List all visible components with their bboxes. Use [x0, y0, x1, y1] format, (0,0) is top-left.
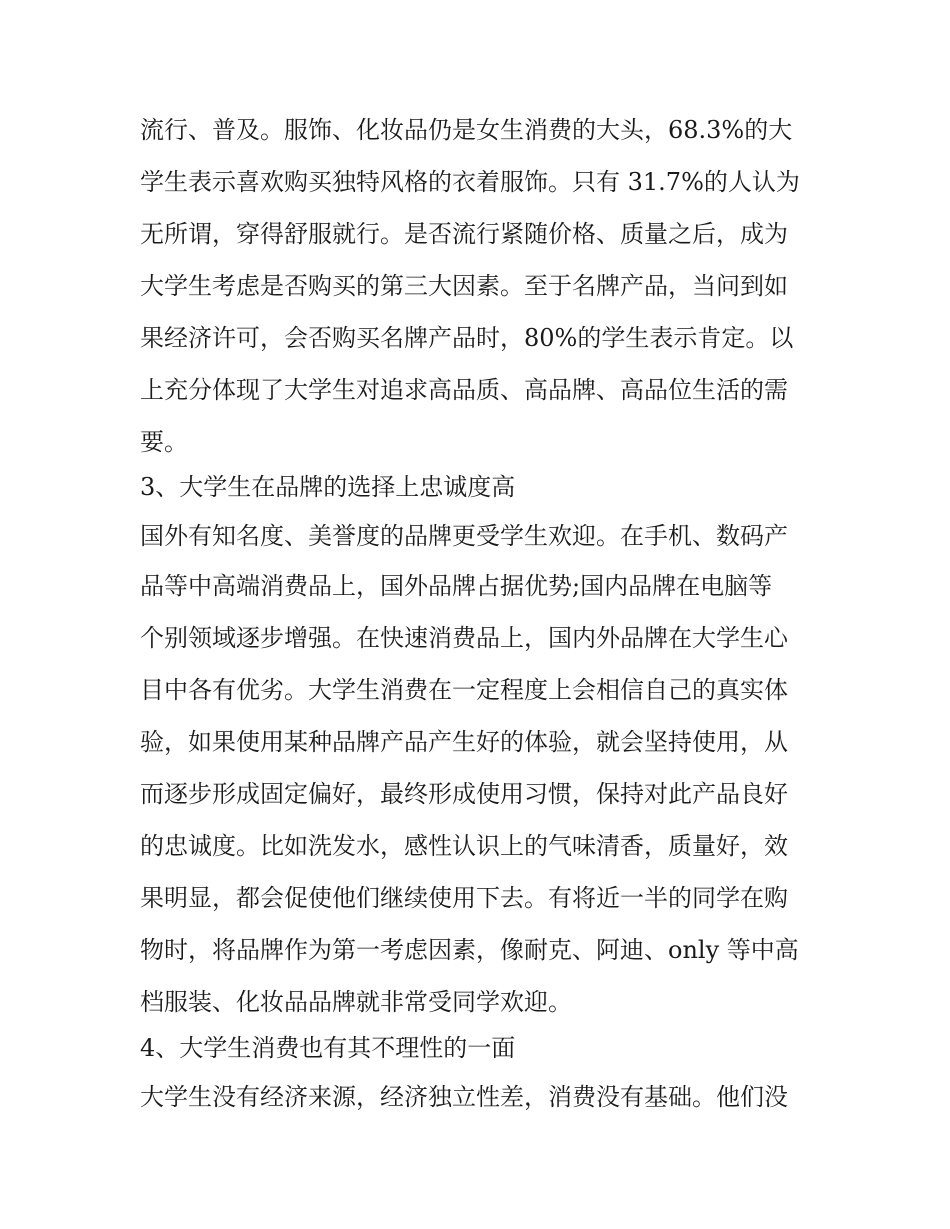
text-line-12: 目中各有优劣。大学生消费在一定程度上会相信自己的真实体	[140, 676, 788, 704]
text-line-4: 大学生考虑是否购买的第三大因素。至于名牌产品，当问到如	[140, 272, 788, 300]
text-line-20: 大学生没有经济来源，经济独立性差，消费没有基础。他们没	[140, 1083, 788, 1111]
text-line-11: 个别领域逐步增强。在快速消费品上，国内外品牌在大学生心	[140, 624, 788, 652]
text-line-3: 无所谓，穿得舒服就行。是否流行紧随价格、质量之后，成为	[140, 220, 788, 248]
text-line-17: 物时，将品牌作为第一考虑因素，像耐克、阿迪、only 等中高	[140, 936, 799, 964]
text-line-6: 上充分体现了大学生对追求高品质、高品牌、高品位生活的需	[140, 376, 788, 404]
section-heading-4: 4、大学生消费也有其不理性的一面	[140, 1034, 516, 1062]
text-line-14: 而逐步形成固定偏好，最终形成使用习惯，保持对此产品良好	[140, 780, 788, 808]
section-heading-3: 3、大学生在品牌的选择上忠诚度高	[140, 473, 516, 501]
text-line-1: 流行、普及。服饰、化妆品仍是女生消费的大头，68.3%的大	[140, 116, 793, 144]
text-line-18: 档服装、化妆品品牌就非常受同学欢迎。	[140, 988, 572, 1016]
text-line-16: 果明显，都会促使他们继续使用下去。有将近一半的同学在购	[140, 884, 788, 912]
text-line-9: 国外有知名度、美誉度的品牌更受学生欢迎。在手机、数码产	[140, 522, 788, 550]
text-line-2: 学生表示喜欢购买独特风格的衣着服饰。只有 31.7%的人认为	[140, 168, 800, 196]
text-line-5: 果经济许可，会否购买名牌产品时，80%的学生表示肯定。以	[140, 324, 794, 352]
text-line-10: 品等中高端消费品上，国外品牌占据优势;国内品牌在电脑等	[140, 572, 773, 600]
text-line-13: 验，如果使用某种品牌产品产生好的体验，就会坚持使用，从	[140, 728, 788, 756]
text-line-7: 要。	[140, 428, 188, 456]
text-line-15: 的忠诚度。比如洗发水，感性认识上的气味清香，质量好，效	[140, 832, 788, 860]
